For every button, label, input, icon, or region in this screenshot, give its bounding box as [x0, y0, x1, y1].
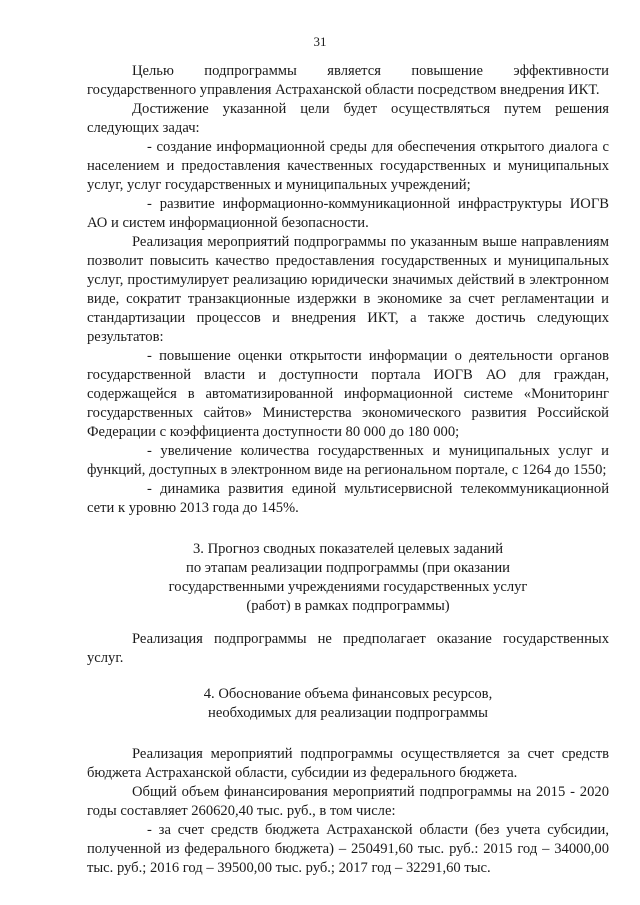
- section-3-text: Реализация подпрограммы не предполагает оказание государственных услуг.: [87, 631, 609, 666]
- section-4-regional-budget-item: - за счет средств бюджета Астраханской области (без учета субсидии, полученной из федерального бюджета) – 250491,60 тыс. руб.: 2015 год – 34000,00 тыс. руб.; 2016 год – 39500,00 тыс. руб.; 2017 год – 32291,60 тыс.: [87, 822, 609, 876]
- section-4-heading: [87, 685, 609, 723]
- section-4-heading-line: необходимых для реализации подпрограммы: [208, 705, 488, 721]
- task-item-infrastructure: - развитие информационно-коммуникационной инфраструктуры ИОГВ АО и систем информационной безопасности.: [87, 196, 609, 231]
- section-4-funding-source: Реализация мероприятий подпрограммы осуществляется за счет средств бюджета Астраханской области, субсидии из федерального бюджета.: [87, 746, 609, 781]
- section-4-heading-line: 4. Обоснование объема финансовых ресурсов,: [203, 686, 493, 702]
- document-body: [87, 62, 609, 878]
- results-intro-paragraph: Реализация мероприятий подпрограммы по указанным выше направлениям позволит повысить качество предоставления государственных и муниципальных услуг, простимулирует реализацию юридически значимых действий в электронном виде, сократит транзакционные издержки в экономике за счет регламентации и стандартизации процессов и внедрения ИКТ, а также достичь следующих результатов:: [87, 234, 609, 345]
- result-item-electronic-services: - увеличение количества государственных и муниципальных услуг и функций, доступных в электронном виде на региональном портале, с 1264 до 1550;: [87, 443, 609, 478]
- tasks-intro-paragraph: Достижение указанной цели будет осуществляться путем решения следующих задач:: [87, 101, 609, 136]
- section-3-heading: [87, 540, 609, 616]
- section-3-heading-line: государственными учреждениями государственных услуг: [168, 579, 528, 595]
- result-item-openness: - повышение оценки открытости информации о деятельности органов государственной власти и доступности портала ИОГВ АО для граждан, содержащейся в автоматизированной информационной системе «Мониторинг государственных сайтов» Министерства экономического развития Российской Федерации с коэффициента доступности 80 000 до 180 000;: [87, 348, 609, 440]
- page-number: 31: [313, 34, 327, 49]
- section-4-total-funding: Общий объем финансирования мероприятий подпрограммы на 2015 - 2020 годы составляет 260620,40 тыс. руб., в том числе:: [87, 784, 609, 819]
- section-3-heading-line: 3. Прогноз сводных показателей целевых заданий: [192, 541, 504, 557]
- result-item-network: - динамика развития единой мультисервисной телекоммуникационной сети к уровню 2013 года до 145%.: [87, 481, 609, 516]
- section-3-heading-line: по этапам реализации подпрограммы (при оказании: [186, 560, 510, 576]
- task-item-info-environment: - создание информационной среды для обеспечения открытого диалога с населением и предоставления качественных государственных и муниципальных услуг, услуг государственных и муниципальных учреждений;: [87, 139, 609, 193]
- goal-paragraph: Целью подпрограммы является повышение эффективности государственного управления Астраханской области посредством внедрения ИКТ.: [87, 63, 609, 98]
- section-3-heading-line: (работ) в рамках подпрограммы): [246, 598, 450, 614]
